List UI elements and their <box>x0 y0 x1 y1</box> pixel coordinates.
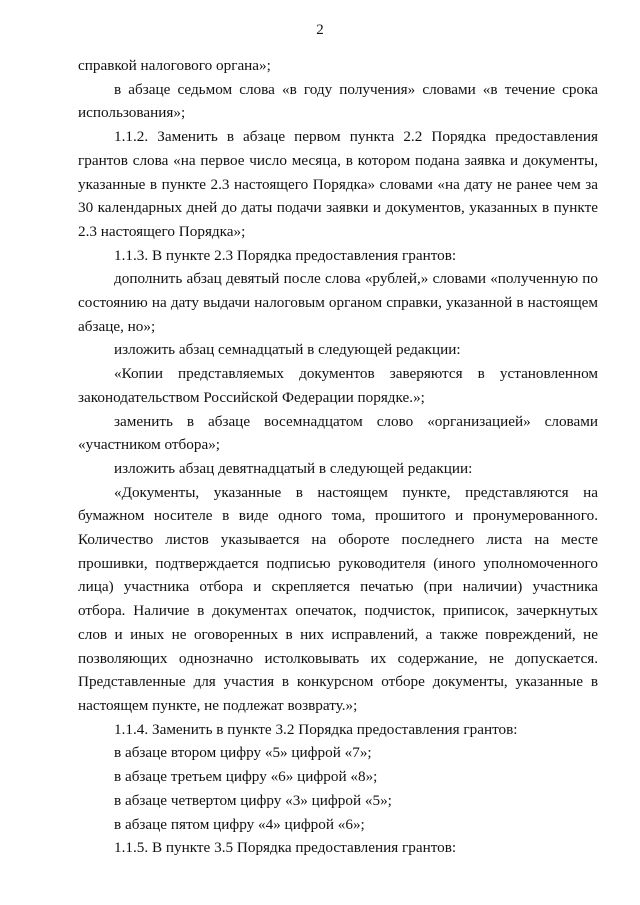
paragraph: 1.1.4. Заменить в пункте 3.2 Порядка предоставления грантов: <box>114 720 518 738</box>
paragraph: заменить в абзаце восемнадцатом слово «организацией» словами «участником отбора»; <box>78 412 598 454</box>
paragraph: «Копии представляемых документов заверяются в установленном законодательством Российской Федерации порядке.»; <box>78 365 598 406</box>
paragraph: в абзаце втором цифру «5» цифрой «7»; <box>114 744 372 762</box>
paragraph: дополнить абзац девятый после слова «рублей,» словами «полученную по состоянию на дату выдачи налоговым органом справки, указанной в настоящем абзаце, но»; <box>78 270 598 335</box>
paragraph: «Документы, указанные в настоящем пункте, представляются на бумажном носителе в виде одного тома, прошитого и пронумерованного. Количество листов указывается на обороте последнего листа на месте прошивки, подтверждается подписью руководителя (иного уполномоченного лица) участника отбора и скрепляется печатью (при наличии) участника отбора. Наличие в документах опечаток, подчисток, приписок, зачеркнутых слов и иных не оговоренных в них исправлений, а также повреждений, не позволяющих однозначно истолковывать их содержание, не допускается. Представленные для участия в конкурсном отборе документы, указанные в настоящем пункте, не подлежат возврату.»; <box>78 483 598 714</box>
paragraph: справкой налогового органа»; <box>78 57 271 74</box>
paragraph: 1.1.5. В пункте 3.5 Порядка предоставления грантов: <box>114 839 457 857</box>
paragraph: в абзаце третьем цифру «6» цифрой «8»; <box>114 768 378 786</box>
paragraph: в абзаце седьмом слова «в году получения» словами «в течение срока использования»; <box>78 80 598 122</box>
document-body <box>78 54 598 860</box>
paragraph: изложить абзац девятнадцатый в следующей редакции: <box>114 459 473 477</box>
paragraph: в абзаце пятом цифру «4» цифрой «6»; <box>114 815 365 833</box>
paragraph: в абзаце четвертом цифру «3» цифрой «5»; <box>114 791 392 809</box>
paragraph: изложить абзац семнадцатый в следующей редакции: <box>114 341 461 359</box>
page-number: 2 <box>316 22 324 38</box>
paragraph: 1.1.2. Заменить в абзаце первом пункта 2.2 Порядка предоставления грантов слова «на первое число месяца, в котором подана заявка и документы, указанные в пункте 2.3 настоящего Порядка» словами «на дату не ранее чем за 30 календарных дней до даты подачи заявки и документов, указанных в пункте 2.3 настоящего Порядка»; <box>78 128 598 240</box>
paragraph: 1.1.3. В пункте 2.3 Порядка предоставления грантов: <box>114 246 457 264</box>
